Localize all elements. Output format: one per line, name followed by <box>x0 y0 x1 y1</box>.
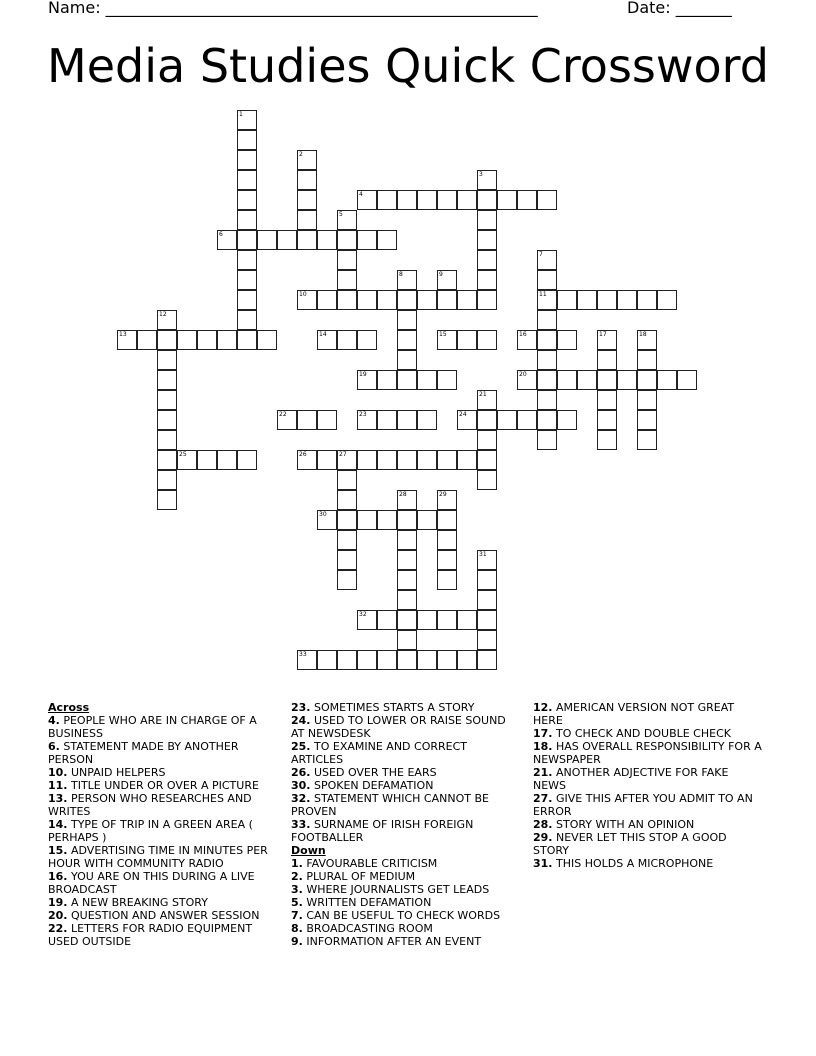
grid-cell[interactable] <box>437 570 457 590</box>
grid-cell[interactable] <box>437 550 457 570</box>
clue-item-text: PEOPLE WHO ARE IN CHARGE OF A BUSINESS <box>48 714 257 740</box>
clue-item-number: 9. <box>291 935 303 948</box>
grid-cell[interactable] <box>517 190 537 210</box>
clue-number: 32 <box>359 611 367 618</box>
grid-cell[interactable] <box>537 390 557 410</box>
clue-item-text: THIS HOLDS A MICROPHONE <box>552 857 714 870</box>
grid-cell[interactable] <box>397 350 417 370</box>
clue-item-number: 15. <box>48 844 68 857</box>
grid-cell[interactable] <box>337 250 357 270</box>
grid-cell[interactable] <box>237 130 257 150</box>
grid-cell[interactable] <box>377 290 397 310</box>
grid-cell[interactable] <box>537 190 557 210</box>
grid-cell[interactable] <box>397 510 417 530</box>
clue-column-2 <box>291 701 513 948</box>
clue-number: 5 <box>339 211 343 218</box>
clue-item <box>533 740 763 766</box>
clue-number: 26 <box>299 451 307 458</box>
grid-cell[interactable] <box>317 410 337 430</box>
clue-item <box>48 896 270 909</box>
clue-item <box>533 818 763 831</box>
grid-cell[interactable] <box>557 370 577 390</box>
clue-item-text: TYPE OF TRIP IN A GREEN AREA ( PERHAPS ) <box>48 818 253 844</box>
grid-cell[interactable] <box>457 290 477 310</box>
clue-item-text: USED OVER THE EARS <box>310 766 437 779</box>
grid-cell[interactable] <box>257 330 277 350</box>
grid-cell[interactable] <box>237 310 257 330</box>
grid-cell[interactable] <box>397 570 417 590</box>
grid-cell[interactable] <box>437 510 457 530</box>
grid-cell[interactable] <box>437 530 457 550</box>
grid-cell[interactable] <box>537 270 557 290</box>
grid-cell[interactable] <box>317 290 337 310</box>
grid-cell[interactable] <box>477 270 497 290</box>
clue-item <box>291 766 513 779</box>
grid-cell[interactable] <box>537 410 557 430</box>
clue-number: 10 <box>299 291 307 298</box>
clue-number: 12 <box>159 311 167 318</box>
grid-cell[interactable] <box>317 650 337 670</box>
clue-number: 15 <box>439 331 447 338</box>
grid-cell[interactable] <box>417 410 437 430</box>
clue-item-number: 3. <box>291 883 303 896</box>
grid-cell[interactable] <box>217 450 237 470</box>
clue-item <box>291 792 513 818</box>
grid-cell[interactable] <box>337 510 357 530</box>
clue-item <box>48 870 270 896</box>
grid-cell[interactable] <box>397 550 417 570</box>
grid-cell[interactable] <box>397 530 417 550</box>
clue-item-number: 23. <box>291 701 311 714</box>
grid-cell[interactable] <box>397 370 417 390</box>
grid-cell[interactable] <box>337 230 357 250</box>
clue-number: 25 <box>179 451 187 458</box>
grid-cell[interactable] <box>337 290 357 310</box>
clue-item <box>291 740 513 766</box>
grid-cell[interactable] <box>537 430 557 450</box>
grid-cell[interactable] <box>417 450 437 470</box>
clue-item-text: ANOTHER ADJECTIVE FOR FAKE NEWS <box>533 766 729 792</box>
grid-cell[interactable] <box>477 410 497 430</box>
grid-cell[interactable] <box>477 590 497 610</box>
clue-item-text: STATEMENT MADE BY ANOTHER PERSON <box>48 740 239 766</box>
clue-item-text: TO EXAMINE AND CORRECT ARTICLES <box>291 740 467 766</box>
grid-cell[interactable] <box>677 370 697 390</box>
clue-item <box>533 792 763 818</box>
clue-number: 28 <box>399 491 407 498</box>
clue-item-text: YOU ARE ON THIS DURING A LIVE BROADCAST <box>48 870 255 896</box>
grid-cell[interactable] <box>437 370 457 390</box>
grid-cell[interactable] <box>377 510 397 530</box>
grid-cell[interactable] <box>317 450 337 470</box>
grid-cell[interactable] <box>617 370 637 390</box>
clue-column-1 <box>48 701 270 948</box>
clue-item-number: 29. <box>533 831 553 844</box>
grid-cell[interactable] <box>377 370 397 390</box>
grid-cell[interactable] <box>337 470 357 490</box>
grid-cell[interactable] <box>337 570 357 590</box>
clue-item-text: GIVE THIS AFTER YOU ADMIT TO AN ERROR <box>533 792 753 818</box>
grid-cell[interactable] <box>357 290 377 310</box>
clue-item <box>291 818 513 844</box>
clue-number: 27 <box>339 451 347 458</box>
grid-cell[interactable] <box>437 290 457 310</box>
clue-item-text: HAS OVERALL RESPONSIBILITY FOR A NEWSPAPER <box>533 740 762 766</box>
grid-cell[interactable] <box>237 450 257 470</box>
grid-cell[interactable] <box>557 290 577 310</box>
clue-item <box>533 727 763 740</box>
grid-cell[interactable] <box>337 270 357 290</box>
clue-item-number: 28. <box>533 818 553 831</box>
grid-cell[interactable] <box>157 330 177 350</box>
clue-column-3 <box>533 701 763 870</box>
clue-item-number: 13. <box>48 792 68 805</box>
clue-item <box>291 922 513 935</box>
grid-cell[interactable] <box>477 610 497 630</box>
grid-cell[interactable] <box>137 330 157 350</box>
grid-cell[interactable] <box>337 650 357 670</box>
across-heading: Across <box>48 701 90 714</box>
clue-item <box>291 909 513 922</box>
clue-item-text: ADVERTISING TIME IN MINUTES PER HOUR WITH COMMUNITY RADIO <box>48 844 268 870</box>
clue-item-number: 7. <box>291 909 303 922</box>
grid-cell[interactable] <box>417 190 437 210</box>
grid-cell[interactable] <box>237 190 257 210</box>
page-title: Media Studies Quick Crossword <box>47 39 769 93</box>
clue-item <box>48 714 270 740</box>
clue-number: 22 <box>279 411 287 418</box>
grid-cell[interactable] <box>617 290 637 310</box>
grid-cell[interactable] <box>357 330 377 350</box>
grid-cell[interactable] <box>157 450 177 470</box>
clue-item-text: LETTERS FOR RADIO EQUIPMENT USED OUTSIDE <box>48 922 253 948</box>
clue-item <box>291 870 513 883</box>
clue-item-number: 18. <box>533 740 553 753</box>
grid-cell[interactable] <box>437 450 457 470</box>
grid-cell[interactable] <box>357 450 377 470</box>
clue-item-number: 2. <box>291 870 303 883</box>
grid-cell[interactable] <box>537 350 557 370</box>
clue-number: 20 <box>519 371 527 378</box>
clue-item-number: 12. <box>533 701 553 714</box>
clue-item-number: 16. <box>48 870 68 883</box>
clue-item <box>48 792 270 818</box>
grid-cell[interactable] <box>237 270 257 290</box>
clue-item-text: AMERICAN VERSION NOT GREAT HERE <box>533 701 735 727</box>
grid-cell[interactable] <box>237 230 257 250</box>
grid-cell[interactable] <box>637 410 657 430</box>
grid-cell[interactable] <box>297 410 317 430</box>
grid-cell[interactable] <box>397 650 417 670</box>
clue-number: 2 <box>299 151 303 158</box>
grid-cell[interactable] <box>457 190 477 210</box>
grid-cell[interactable] <box>597 350 617 370</box>
grid-cell[interactable] <box>397 450 417 470</box>
clue-item-text: TITLE UNDER OR OVER A PICTURE <box>67 779 259 792</box>
clue-number: 16 <box>519 331 527 338</box>
grid-cell[interactable] <box>437 650 457 670</box>
grid-cell[interactable] <box>377 230 397 250</box>
grid-cell[interactable] <box>277 230 297 250</box>
clue-item-text: UNPAID HELPERS <box>67 766 166 779</box>
grid-cell[interactable] <box>557 330 577 350</box>
grid-cell[interactable] <box>377 450 397 470</box>
grid-cell[interactable] <box>197 450 217 470</box>
grid-cell[interactable] <box>497 410 517 430</box>
clue-number: 30 <box>319 511 327 518</box>
clue-number: 4 <box>359 191 363 198</box>
clue-number: 29 <box>439 491 447 498</box>
clue-item <box>291 896 513 909</box>
grid-cell[interactable] <box>637 290 657 310</box>
grid-cell[interactable] <box>477 290 497 310</box>
grid-cell[interactable] <box>337 530 357 550</box>
clue-item <box>291 714 513 740</box>
clue-number: 1 <box>239 111 243 118</box>
clue-item <box>48 766 270 779</box>
clue-item-number: 20. <box>48 909 68 922</box>
clue-item-text: BROADCASTING ROOM <box>302 922 433 935</box>
grid-cell[interactable] <box>657 290 677 310</box>
grid-cell[interactable] <box>237 330 257 350</box>
grid-cell[interactable] <box>157 370 177 390</box>
grid-cell[interactable] <box>157 490 177 510</box>
grid-cell[interactable] <box>157 350 177 370</box>
clue-item <box>533 857 763 870</box>
clue-item <box>48 844 270 870</box>
clue-number: 14 <box>319 331 327 338</box>
grid-cell[interactable] <box>377 610 397 630</box>
grid-cell[interactable] <box>637 350 657 370</box>
grid-cell[interactable] <box>417 650 437 670</box>
grid-cell[interactable] <box>437 610 457 630</box>
clue-item-number: 6. <box>48 740 60 753</box>
grid-cell[interactable] <box>597 290 617 310</box>
clue-item-number: 26. <box>291 766 311 779</box>
clue-item-text: TO CHECK AND DOUBLE CHECK <box>552 727 731 740</box>
clue-item-text: QUESTION AND ANSWER SESSION <box>67 909 260 922</box>
clue-item <box>533 766 763 792</box>
grid-cell[interactable] <box>417 510 437 530</box>
clue-item-text: STORY WITH AN OPINION <box>552 818 695 831</box>
clue-item-text: SOMETIMES STARTS A STORY <box>310 701 475 714</box>
grid-cell[interactable] <box>597 390 617 410</box>
grid-cell[interactable] <box>477 250 497 270</box>
clue-item-number: 30. <box>291 779 311 792</box>
clue-item-number: 17. <box>533 727 553 740</box>
clue-item-number: 11. <box>48 779 68 792</box>
grid-cell[interactable] <box>497 190 517 210</box>
grid-cell[interactable] <box>237 250 257 270</box>
grid-cell[interactable] <box>357 230 377 250</box>
grid-cell[interactable] <box>637 390 657 410</box>
clue-number: 17 <box>599 331 607 338</box>
clue-number: 31 <box>479 551 487 558</box>
grid-cell[interactable] <box>477 430 497 450</box>
grid-cell[interactable] <box>377 650 397 670</box>
clue-item-text: NEVER LET THIS STOP A GOOD STORY <box>533 831 727 857</box>
grid-cell[interactable] <box>417 290 437 310</box>
clue-item <box>291 701 513 714</box>
grid-cell[interactable] <box>637 430 657 450</box>
grid-cell[interactable] <box>217 330 237 350</box>
grid-cell[interactable] <box>197 330 217 350</box>
grid-cell[interactable] <box>417 610 437 630</box>
grid-cell[interactable] <box>577 290 597 310</box>
grid-cell[interactable] <box>537 370 557 390</box>
clue-item-text: INFORMATION AFTER AN EVENT <box>302 935 482 948</box>
clue-item-number: 24. <box>291 714 311 727</box>
grid-cell[interactable] <box>357 650 377 670</box>
clue-item-number: 22. <box>48 922 68 935</box>
clue-item <box>533 701 763 727</box>
grid-cell[interactable] <box>397 630 417 650</box>
grid-cell[interactable] <box>417 370 437 390</box>
clue-number: 23 <box>359 411 367 418</box>
grid-cell[interactable] <box>577 370 597 390</box>
grid-cell[interactable] <box>597 410 617 430</box>
grid-cell[interactable] <box>397 190 417 210</box>
clue-item <box>291 779 513 792</box>
clue-number: 8 <box>399 271 403 278</box>
clue-item-number: 1. <box>291 857 303 870</box>
grid-cell[interactable] <box>477 210 497 230</box>
grid-cell[interactable] <box>157 430 177 450</box>
clue-item-number: 32. <box>291 792 311 805</box>
grid-cell[interactable] <box>477 650 497 670</box>
grid-cell[interactable] <box>477 570 497 590</box>
grid-cell[interactable] <box>297 190 317 210</box>
clue-item-number: 4. <box>48 714 60 727</box>
clue-item <box>48 922 270 948</box>
grid-cell[interactable] <box>337 490 357 510</box>
clue-item-number: 21. <box>533 766 553 779</box>
clue-number: 24 <box>459 411 467 418</box>
grid-cell[interactable] <box>377 190 397 210</box>
clue-item-text: WRITTEN DEFAMATION <box>302 896 432 909</box>
grid-cell[interactable] <box>177 330 197 350</box>
grid-cell[interactable] <box>357 510 377 530</box>
clue-item-number: 33. <box>291 818 311 831</box>
grid-cell[interactable] <box>477 630 497 650</box>
clue-item-number: 19. <box>48 896 68 909</box>
grid-cell[interactable] <box>397 610 417 630</box>
grid-cell[interactable] <box>457 610 477 630</box>
grid-cell[interactable] <box>237 150 257 170</box>
grid-cell[interactable] <box>597 370 617 390</box>
grid-cell[interactable] <box>537 310 557 330</box>
grid-cell[interactable] <box>457 650 477 670</box>
clue-number: 18 <box>639 331 647 338</box>
clue-number: 3 <box>479 171 483 178</box>
clue-number: 21 <box>479 391 487 398</box>
clue-item-number: 5. <box>291 896 303 909</box>
clue-item <box>291 935 513 948</box>
clue-item-text: SURNAME OF IRISH FOREIGN FOOTBALLER <box>291 818 474 844</box>
grid-cell[interactable] <box>157 410 177 430</box>
grid-cell[interactable] <box>457 330 477 350</box>
grid-cell[interactable] <box>517 410 537 430</box>
clue-item-text: A NEW BREAKING STORY <box>67 896 208 909</box>
clue-number: 13 <box>119 331 127 338</box>
grid-cell[interactable] <box>297 210 317 230</box>
grid-cell[interactable] <box>257 230 277 250</box>
clue-item <box>291 883 513 896</box>
grid-cell[interactable] <box>237 290 257 310</box>
grid-cell[interactable] <box>657 370 677 390</box>
grid-cell[interactable] <box>297 170 317 190</box>
grid-cell[interactable] <box>377 410 397 430</box>
date-field-label[interactable]: Date: _______ <box>627 0 732 17</box>
clue-item-number: 27. <box>533 792 553 805</box>
grid-cell[interactable] <box>477 450 497 470</box>
grid-cell[interactable] <box>477 330 497 350</box>
clue-item-text: WHERE JOURNALISTS GET LEADS <box>302 883 490 896</box>
clue-number: 11 <box>539 291 547 298</box>
clue-number: 19 <box>359 371 367 378</box>
grid-cell[interactable] <box>597 430 617 450</box>
clue-item-text: SPOKEN DEFAMATION <box>310 779 434 792</box>
clue-item-text: USED TO LOWER OR RAISE SOUND AT NEWSDESK <box>291 714 506 740</box>
clue-item <box>48 779 270 792</box>
grid-cell[interactable] <box>437 190 457 210</box>
grid-cell[interactable] <box>457 450 477 470</box>
grid-cell[interactable] <box>297 230 317 250</box>
grid-cell[interactable] <box>477 230 497 250</box>
grid-cell[interactable] <box>397 330 417 350</box>
clue-item-text: CAN BE USEFUL TO CHECK WORDS <box>302 909 501 922</box>
clue-item-number: 14. <box>48 818 68 831</box>
clue-item-text: PLURAL OF MEDIUM <box>302 870 416 883</box>
clue-item-text: STATEMENT WHICH CANNOT BE PROVEN <box>291 792 489 818</box>
grid-cell[interactable] <box>337 330 357 350</box>
clue-item <box>48 909 270 922</box>
name-field-label[interactable]: Name: ______________________________________________________ <box>48 0 538 17</box>
grid-cell[interactable] <box>337 550 357 570</box>
grid-cell[interactable] <box>557 410 577 430</box>
grid-cell[interactable] <box>397 590 417 610</box>
grid-cell[interactable] <box>477 470 497 490</box>
grid-cell[interactable] <box>157 470 177 490</box>
grid-cell[interactable] <box>397 310 417 330</box>
clue-number: 7 <box>539 251 543 258</box>
clue-item <box>291 857 513 870</box>
grid-cell[interactable] <box>637 370 657 390</box>
clue-number: 6 <box>219 231 223 238</box>
clue-item <box>48 818 270 844</box>
grid-cell[interactable] <box>157 390 177 410</box>
grid-cell[interactable] <box>237 170 257 190</box>
clue-number: 9 <box>439 271 443 278</box>
clue-item-text: PERSON WHO RESEARCHES AND WRITES <box>48 792 252 818</box>
clue-item-number: 8. <box>291 922 303 935</box>
grid-cell[interactable] <box>397 290 417 310</box>
clue-item-number: 31. <box>533 857 553 870</box>
grid-cell[interactable] <box>537 330 557 350</box>
down-heading: Down <box>291 844 326 857</box>
grid-cell[interactable] <box>317 230 337 250</box>
grid-cell[interactable] <box>477 190 497 210</box>
clue-item <box>48 740 270 766</box>
clue-number: 33 <box>299 651 307 658</box>
grid-cell[interactable] <box>397 410 417 430</box>
clue-item-number: 25. <box>291 740 311 753</box>
clue-item-text: FAVOURABLE CRITICISM <box>302 857 438 870</box>
clue-item-number: 10. <box>48 766 68 779</box>
grid-cell[interactable] <box>237 210 257 230</box>
clue-item <box>533 831 763 857</box>
